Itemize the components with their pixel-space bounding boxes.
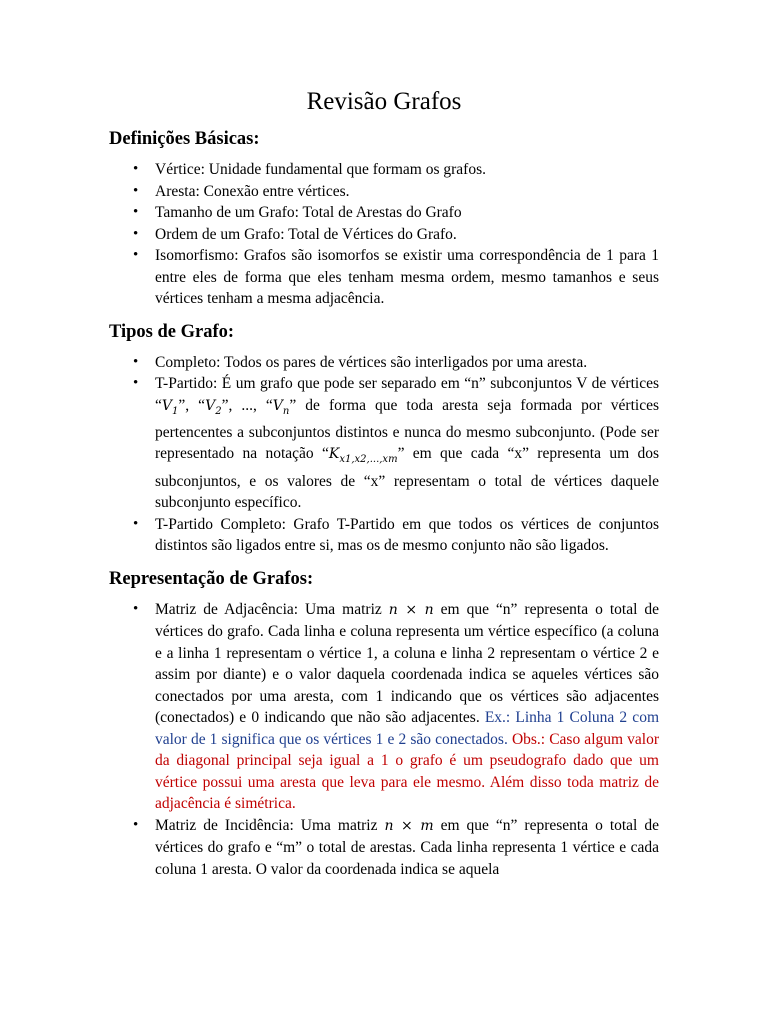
bullet-icon: • bbox=[133, 225, 139, 242]
representation-list bbox=[109, 599, 659, 881]
bullet-icon: • bbox=[133, 600, 139, 617]
list-item: • Matriz de Incidência: Uma matriz n × m em que “n” representa o total de vértices do grafo e “m” o total de arestas. Cada linha representa 1 vértice e cada coluna 1 aresta. O valor da coordenada indica se aquela bbox=[133, 816, 659, 878]
math-vn: $V_n$ bbox=[272, 397, 290, 417]
list-item: • Matriz de Adjacência: Uma matriz n × n em que “n” representa o total de vértices do grafo. Cada linha e coluna representa um vértice específico (a coluna e a linha 1 representam o vértice 1, a coluna e linha 2 representam o vértice 2 e assim por diante) e o valor daquela coordenada indica se aqueles vértices são conectados por uma aresta, com 1 indicando que os vértices são adjacentes (conectados) e 0 indicando que não são adjacentes. Ex.: Linha 1 Coluna 2 com valor de 1 significa que os vértices 1 e 2 são conectados. Obs.: Caso algum valor da diagonal principal seja igual a 1 o grafo é um pseudografo dado que um vértice possui uma aresta que leva para ele mesmo. Além disso toda matriz de adjacência é simétrica. bbox=[133, 600, 660, 813]
bullet-icon: • bbox=[133, 353, 139, 370]
bullet-icon: • bbox=[133, 182, 139, 199]
section-heading-definicoes: Definições Básicas: bbox=[109, 129, 260, 149]
math-n-by-n: n × n bbox=[388, 601, 434, 618]
bullet-icon: • bbox=[133, 375, 139, 391]
list-item: • Isomorfismo: Grafos são isomorfos se existir uma correspondência de 1 para 1 entre eles de forma que eles tenham mesma ordem, mesmo tamanhos e seus vértices tenham a mesma adjacência. bbox=[133, 247, 659, 307]
bullet-icon: • bbox=[133, 161, 139, 177]
bullet-icon: • bbox=[133, 247, 139, 263]
list-item: • Aresta: Conexão entre vértices. bbox=[109, 181, 659, 203]
graph-types-list bbox=[109, 352, 659, 557]
definitions-list bbox=[109, 159, 659, 310]
math-v1: $V_1$ bbox=[161, 397, 179, 417]
section-heading-representacao: Representação de Grafos: bbox=[109, 568, 314, 589]
math-n-by-m: n × m bbox=[384, 817, 434, 834]
section-heading-tipos: Tipos de Grafo: bbox=[109, 321, 235, 342]
list-item: • T-Partido Completo: Grafo T-Partido em que todos os vértices de conjuntos distintos são ligados entre si, mas os de mesmo conjunto não são ligados. bbox=[133, 515, 659, 555]
list-item: • T-Partido: É um grafo que pode ser separado em “n” subconjuntos V de vértices “$V_1$”, “$V_2$”, ..., “$V_n$” de forma que toda aresta seja formada por vértices pertencentes a subconjuntos distintos e nunca do mesmo subconjunto. (Pode ser representado na notação “$K_{x1,x2,...,xm}$” em que cada “x” representa um dos subconjuntos, e os valores de “x” representam o total de vértices daquele subconjunto específico. bbox=[133, 375, 659, 512]
math-v2: $V_2$ bbox=[205, 397, 222, 417]
list-item: • Ordem de um Grafo: Total de Vértices do Grafo. bbox=[109, 224, 659, 246]
observation-note: Obs.: Caso algum valor da diagonal principal seja igual a 1 o grafo é um pseudografo dado que um vértice possui uma aresta que leva para ele mesmo. Além disso toda matriz de adjacência é simétrica. bbox=[155, 730, 660, 813]
example-note: Ex.: Linha 1 Coluna 2 com valor de 1 significa que os vértices 1 e 2 são conectados. bbox=[155, 709, 659, 748]
list-item: • Vértice: Unidade fundamental que formam os grafos. bbox=[109, 159, 659, 181]
math-k-notation: $K_{x1,x2,...,xm}$ bbox=[328, 446, 398, 466]
bullet-icon: • bbox=[133, 515, 139, 532]
bullet-icon: • bbox=[133, 204, 139, 220]
list-item: • Tamanho de um Grafo: Total de Arestas do Grafo bbox=[109, 202, 659, 224]
document-body bbox=[109, 125, 659, 888]
bullet-icon: • bbox=[133, 816, 139, 833]
list-item: • Completo: Todos os pares de vértices são interligados por uma aresta. bbox=[109, 352, 659, 374]
page-title: Revisão Grafos bbox=[306, 88, 462, 115]
